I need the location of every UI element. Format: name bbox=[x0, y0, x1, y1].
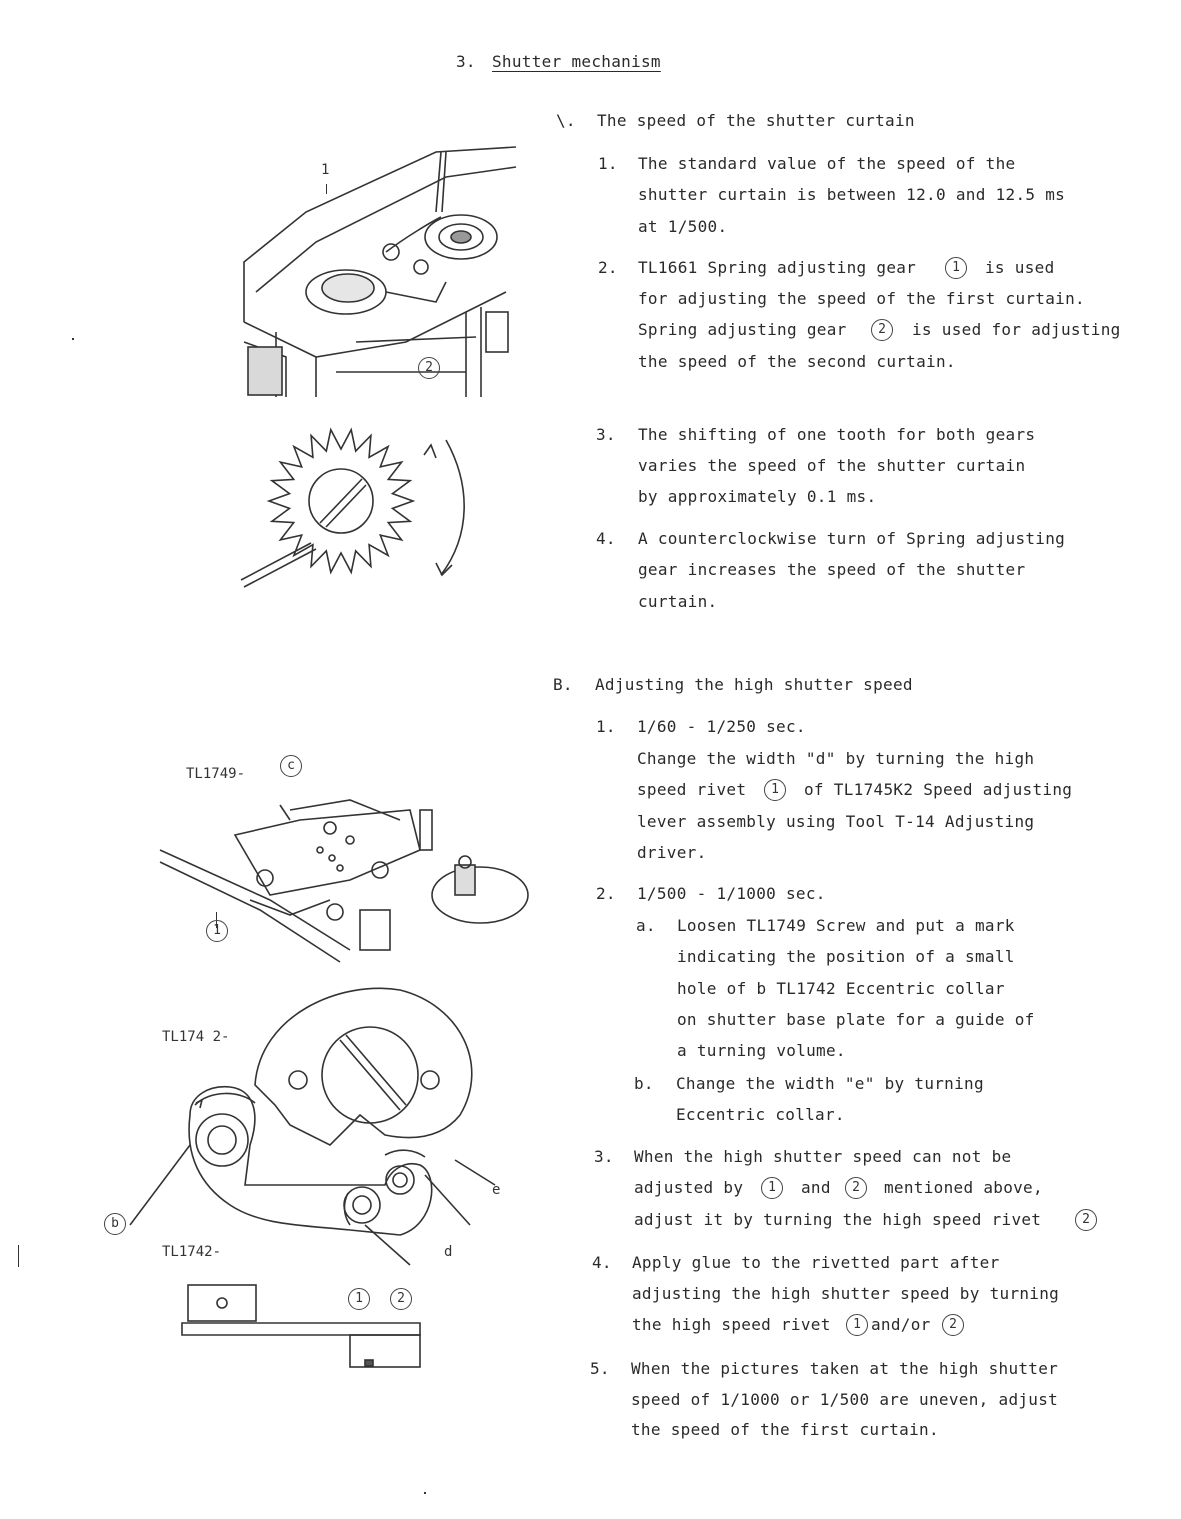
a-item-4-line: curtain. bbox=[638, 592, 718, 611]
fig4-circled-2: 2 bbox=[390, 1288, 412, 1310]
b-item-4-line: Apply glue to the rivetted part after bbox=[632, 1253, 1000, 1272]
circled-1: 1 bbox=[761, 1177, 783, 1199]
scan-mark bbox=[72, 338, 74, 340]
fig3-circled-c: c bbox=[280, 755, 302, 777]
b-item-4-line: the high speed rivet bbox=[632, 1315, 831, 1334]
b-item-1-line: Change the width "d" by turning the high bbox=[637, 749, 1035, 768]
b-sub-a-line: indicating the position of a small bbox=[677, 947, 1015, 966]
a-item-2-num: 2. bbox=[598, 258, 618, 277]
scan-mark bbox=[424, 1492, 426, 1494]
section-a-title: The speed of the shutter curtain bbox=[597, 111, 915, 130]
b-item-4-line: and/or bbox=[871, 1315, 931, 1334]
scan-mark bbox=[18, 1245, 19, 1267]
a-item-2-line: for adjusting the speed of the first curtain. bbox=[638, 289, 1085, 308]
eccentric-collar-figure bbox=[100, 975, 500, 1375]
b-item-5-num: 5. bbox=[590, 1359, 610, 1378]
b-item-3-line: adjusted by bbox=[634, 1178, 744, 1197]
a-item-1-line: at 1/500. bbox=[638, 217, 728, 236]
a-item-2-line: Spring adjusting gear bbox=[638, 320, 847, 339]
circled-2: 2 bbox=[845, 1177, 867, 1199]
fig4-label-tl1742-bottom: TL1742- bbox=[162, 1244, 222, 1260]
b-item-3-line: and bbox=[801, 1178, 831, 1197]
b-sub-b-letter: b. bbox=[634, 1074, 654, 1093]
b-item-5-line: speed of 1/1000 or 1/500 are uneven, adjust bbox=[631, 1390, 1059, 1409]
fig1-leader bbox=[326, 184, 327, 194]
b-sub-a-line: on shutter base plate for a guide of bbox=[677, 1010, 1035, 1029]
a-item-2-line: is used for adjusting bbox=[912, 320, 1121, 339]
section-a-marker: \. bbox=[556, 111, 576, 130]
a-item-2-line: the speed of the second curtain. bbox=[638, 352, 956, 371]
fig1-label-one: 1 bbox=[321, 162, 330, 178]
fig4-circled-1: 1 bbox=[348, 1288, 370, 1310]
a-item-3-num: 3. bbox=[596, 425, 616, 444]
fig1-circled-2: 2 bbox=[418, 357, 440, 379]
b-sub-b-line: Change the width "e" by turning bbox=[676, 1074, 984, 1093]
b-item-3-line: When the high shutter speed can not be bbox=[634, 1147, 1012, 1166]
a-item-1-line: The standard value of the speed of the bbox=[638, 154, 1016, 173]
a-item-3-line: by approximately 0.1 ms. bbox=[638, 487, 877, 506]
fig4-label-d: d bbox=[444, 1244, 453, 1260]
section-b-marker: B. bbox=[553, 675, 573, 694]
a-item-2-line: is used bbox=[985, 258, 1055, 277]
b-item-1-line: lever assembly using Tool T-14 Adjusting bbox=[637, 812, 1035, 831]
circled-2: 2 bbox=[1075, 1209, 1097, 1231]
page-title: Shutter mechanism bbox=[492, 52, 661, 71]
fig3-circled-1: 1 bbox=[206, 920, 228, 942]
a-item-1-line: shutter curtain is between 12.0 and 12.5 ms bbox=[638, 185, 1066, 204]
b-item-1-line: 1/60 - 1/250 sec. bbox=[637, 717, 806, 736]
camera-top-figure bbox=[236, 142, 526, 404]
b-item-3-line: mentioned above, bbox=[884, 1178, 1043, 1197]
a-item-4-line: gear increases the speed of the shutter bbox=[638, 560, 1026, 579]
a-item-3-line: varies the speed of the shutter curtain bbox=[638, 456, 1026, 475]
b-sub-a-line: a turning volume. bbox=[677, 1041, 846, 1060]
a-item-1-num: 1. bbox=[598, 154, 618, 173]
b-item-5-line: When the pictures taken at the high shutter bbox=[631, 1359, 1059, 1378]
b-item-5-line: the speed of the first curtain. bbox=[631, 1420, 939, 1439]
b-item-1-line: speed rivet bbox=[637, 780, 747, 799]
a-item-3-line: The shifting of one tooth for both gears bbox=[638, 425, 1036, 444]
b-item-2-line: 1/500 - 1/1000 sec. bbox=[637, 884, 826, 903]
b-item-1-line: driver. bbox=[637, 843, 707, 862]
b-item-1-line: of TL1745K2 Speed adjusting bbox=[804, 780, 1073, 799]
fig3-label-tl1749: TL1749- bbox=[186, 766, 246, 782]
b-item-4-num: 4. bbox=[592, 1253, 612, 1272]
circled-2: 2 bbox=[871, 319, 893, 341]
section-number: 3. bbox=[456, 52, 476, 71]
circled-1: 1 bbox=[945, 257, 967, 279]
b-sub-a-letter: a. bbox=[636, 916, 656, 935]
b-sub-b-line: Eccentric collar. bbox=[676, 1105, 845, 1124]
a-item-4-line: A counterclockwise turn of Spring adjusting bbox=[638, 529, 1066, 548]
shutter-mechanism-figure bbox=[150, 780, 530, 970]
a-item-4-num: 4. bbox=[596, 529, 616, 548]
a-item-2-line: TL1661 Spring adjusting gear bbox=[638, 258, 917, 277]
circled-1: 1 bbox=[764, 779, 786, 801]
b-item-1-num: 1. bbox=[596, 717, 616, 736]
spring-gear-icon bbox=[236, 425, 476, 595]
fig4-label-tl1742-top: TL174 2- bbox=[162, 1029, 230, 1045]
b-item-3-num: 3. bbox=[594, 1147, 614, 1166]
b-sub-a-line: Loosen TL1749 Screw and put a mark bbox=[677, 916, 1015, 935]
fig4-circled-b: b bbox=[104, 1213, 126, 1235]
b-sub-a-line: hole of b TL1742 Eccentric collar bbox=[677, 979, 1005, 998]
circled-2: 2 bbox=[942, 1314, 964, 1336]
circled-1: 1 bbox=[846, 1314, 868, 1336]
b-item-3-line: adjust it by turning the high speed rivet bbox=[634, 1210, 1042, 1229]
b-item-4-line: adjusting the high shutter speed by turning bbox=[632, 1284, 1060, 1303]
b-item-2-num: 2. bbox=[596, 884, 616, 903]
fig4-label-e: e bbox=[492, 1182, 501, 1198]
section-b-title: Adjusting the high shutter speed bbox=[595, 675, 913, 694]
